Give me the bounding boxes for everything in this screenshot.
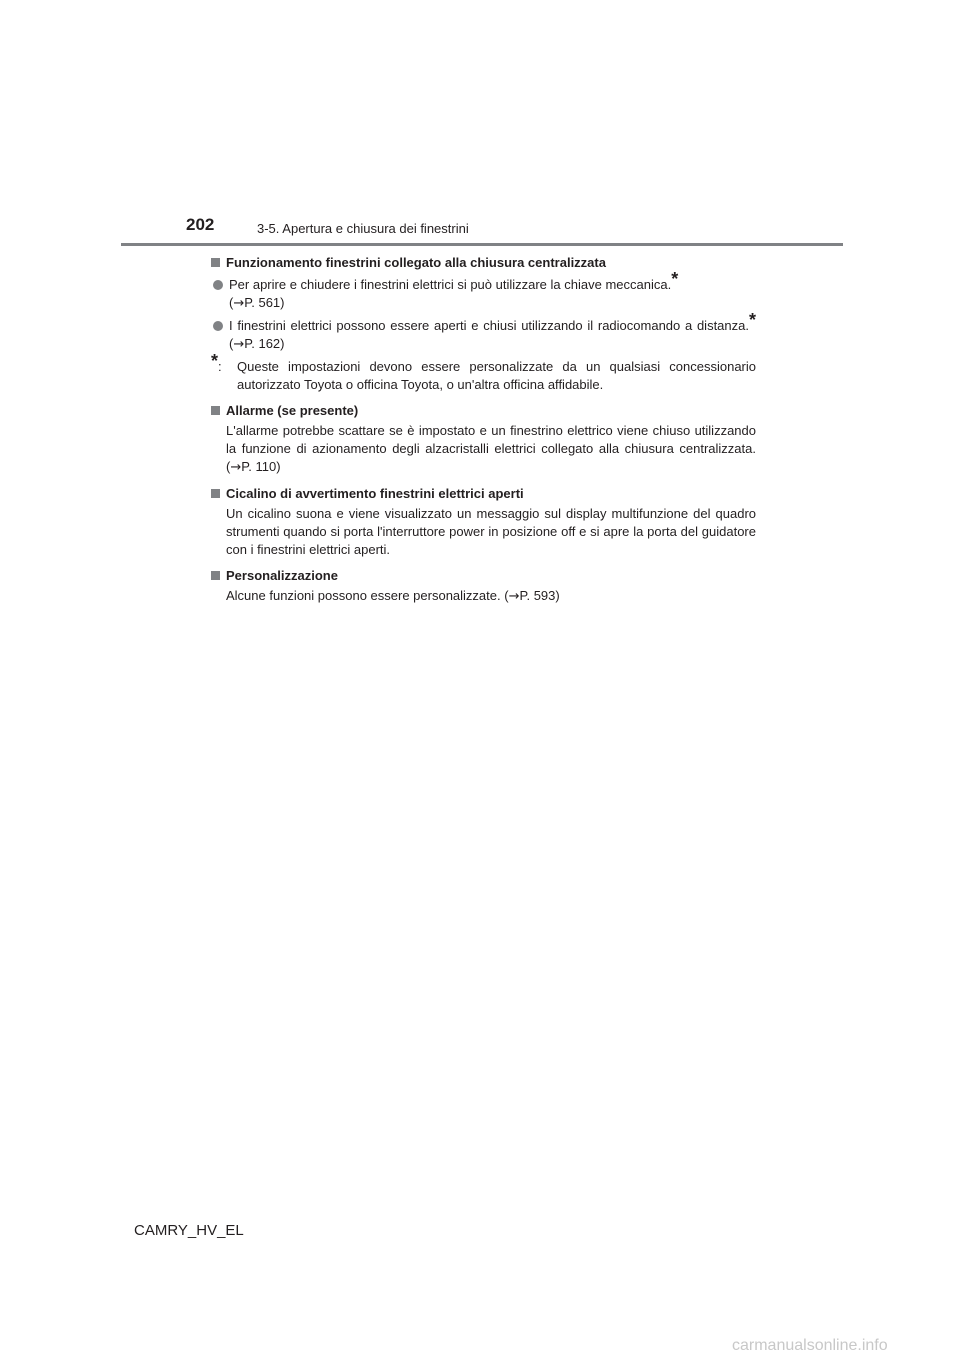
footnote-asterisk: * bbox=[211, 351, 219, 371]
circle-bullet-icon bbox=[213, 321, 223, 331]
section-heading: Allarme (se presente) bbox=[211, 402, 756, 420]
page-content bbox=[211, 254, 756, 614]
page-header bbox=[0, 0, 960, 250]
footnote-text: Queste impostazioni devono essere personalizzate da un qualsiasi concessionario autorizzato Toyota o officina Toyota, o un'altra officina affidabile. bbox=[237, 359, 756, 392]
arrow-right-icon: → bbox=[233, 296, 245, 311]
section-paragraph: Un cicalino suona e viene visualizzato un messaggio sul display multifunzione del quadro strumenti quando si porta l'interruttore power in posizione off e si apre la porta del guidatore con i finestrini elettrici aperti. bbox=[226, 506, 756, 557]
page-reference-link[interactable]: P. 162) bbox=[244, 336, 285, 351]
section-alarm bbox=[211, 402, 756, 477]
arrow-right-icon: → bbox=[508, 589, 520, 604]
section-paragraph: Alcune funzioni possono essere personalizzate. (→P. 593) bbox=[226, 588, 560, 604]
square-bullet-icon bbox=[211, 489, 220, 498]
section-heading: Personalizzazione bbox=[211, 567, 756, 585]
arrow-right-icon: → bbox=[233, 337, 245, 352]
document-code: CAMRY_HV_EL bbox=[134, 1222, 244, 1239]
section-title: 3-5. Apertura e chiusura dei finestrini bbox=[257, 221, 469, 236]
section-paragraph: L'allarme potrebbe scattare se è impostato e un finestrino elettrico viene chiuso utilizzando la funzione di azionamento degli alzacristalli elettrici collegato alla chiusura centralizzata. (→P. 110) bbox=[226, 423, 756, 475]
section-heading: Funzionamento finestrini collegato alla chiusura centralizzata bbox=[211, 254, 756, 272]
section-heading: Cicalino di avvertimento finestrini elettrici aperti bbox=[211, 485, 756, 503]
footnote: *: Queste impostazioni devono essere personalizzate da un qualsiasi concessionario autorizzato Toyota o officina Toyota, o un'altra officina affidabile. bbox=[211, 351, 756, 392]
asterisk-mark: * bbox=[748, 310, 756, 330]
square-bullet-icon bbox=[211, 406, 220, 415]
page-number: 202 bbox=[186, 215, 215, 234]
svg-text:carmanualsonline.info: carmanualsonline.info bbox=[732, 1337, 888, 1354]
list-item: Per aprire e chiudere i finestrini elettrici si può utilizzare la chiave meccanica.* (→P. 561) bbox=[211, 276, 756, 313]
arrow-right-icon: → bbox=[230, 460, 242, 475]
square-bullet-icon bbox=[211, 258, 220, 267]
section-buzzer bbox=[211, 485, 756, 559]
square-bullet-icon bbox=[211, 571, 220, 580]
page-reference-link[interactable]: P. 593) bbox=[519, 588, 560, 603]
header-divider bbox=[121, 243, 843, 246]
watermark-logo bbox=[732, 1333, 957, 1355]
page-reference-link[interactable]: P. 110) bbox=[241, 459, 281, 474]
page-reference-link[interactable]: P. 561) bbox=[244, 295, 285, 310]
circle-bullet-icon bbox=[213, 280, 223, 290]
list-item: I finestrini elettrici possono essere aperti e chiusi utilizzando il radiocomando a distanza.* (→P. 162) bbox=[211, 317, 756, 354]
asterisk-mark: * bbox=[671, 269, 679, 289]
section-customization bbox=[211, 567, 756, 606]
section-central-locking bbox=[211, 254, 756, 394]
